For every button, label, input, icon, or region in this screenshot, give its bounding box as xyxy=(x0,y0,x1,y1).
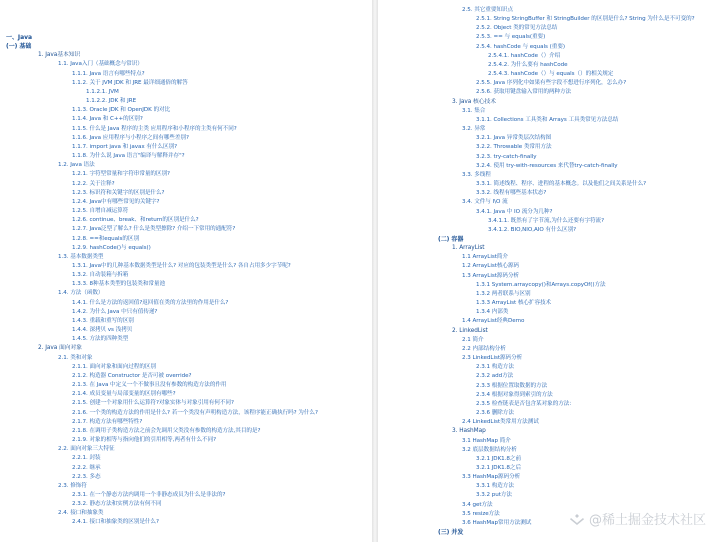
toc-entry[interactable]: 1.3.3. 8种基本类型的包装类和常量池 xyxy=(72,281,166,288)
toc-entry[interactable]: 2.3.4 根据对象得到索引的方法 xyxy=(476,391,553,398)
toc-entry[interactable]: 一、Java xyxy=(6,34,32,41)
toc-page-right xyxy=(378,0,720,542)
toc-entry[interactable]: 1.2.3. 标识符和关键字的区别是什么? xyxy=(72,189,165,196)
toc-entry[interactable]: 2.3.5 检查链表是否包含某对象的方法： xyxy=(476,400,575,407)
toc-entry[interactable]: 3. HashMap xyxy=(452,428,486,435)
toc-entry[interactable]: 3.3.2. 线程有哪些基本状态? xyxy=(476,190,547,197)
toc-entry[interactable]: 3.3.2 put方法 xyxy=(476,492,512,499)
toc-entry[interactable]: (二) 容器 xyxy=(438,236,464,243)
toc-entry[interactable]: 3.3.1. 简述线程、程序、进程的基本概念。以及他们之间关系是什么? xyxy=(476,181,647,188)
toc-entry[interactable]: 1.1.8. 为什么说 Java 语言"编译与解释并存"? xyxy=(72,153,185,160)
toc-entry[interactable]: 2.4.1. 接口和抽象类的区别是什么? xyxy=(72,519,159,526)
toc-entry[interactable]: 2.2.1. 封装 xyxy=(72,455,101,462)
toc-entry[interactable]: 3.2.1 JDK1.8之前 xyxy=(476,455,522,462)
toc-entry[interactable]: 2.3.3 根据位置取数据的方法 xyxy=(476,382,548,389)
toc-entry[interactable]: 2.5.2. Object 类的常见方法总结 xyxy=(476,25,558,32)
toc-entry[interactable]: 2.1.2. 构造器 Constructor 是否可被 override? xyxy=(72,372,192,379)
toc-entry[interactable]: 1.2.5. 自增自减运算符 xyxy=(72,208,129,215)
toc-entry[interactable]: 2.1 简介 xyxy=(462,336,484,343)
toc-entry[interactable]: 2.4. 接口和抽象类 xyxy=(58,510,104,517)
toc-entry[interactable]: 3.2 底层数据结构分析 xyxy=(462,446,517,453)
toc-entry[interactable]: 1.1.5. 什么是 Java 程序的主类 应用程序和小程序的主类有何不同? xyxy=(72,125,237,132)
toc-entry[interactable]: 3.1 HashMap 简介 xyxy=(462,437,511,444)
toc-entry[interactable]: 3.2.4. 使用 try-with-resources 来代替try-catch-finally xyxy=(476,162,618,169)
toc-entry[interactable]: 2.1.5. 创建一个对象用什么运算符?对象实体与对象引用有何不同? xyxy=(72,400,234,407)
toc-entry[interactable]: 2.5. 其它重要知识点 xyxy=(462,7,514,13)
toc-entry[interactable]: 1.4.4. 深拷贝 vs 浅拷贝 xyxy=(72,327,133,334)
toc-entry[interactable]: 1.1.1. Java 语言有哪些特点? xyxy=(72,70,145,77)
toc-entry[interactable]: 1.1.2.2. JDK 和 JRE xyxy=(86,98,137,105)
toc-entry[interactable]: 2.5.4.2. 为什么要有 hashCode xyxy=(488,61,568,68)
toc-entry[interactable]: 2.4 LinkedList类常用方法测试 xyxy=(462,419,539,426)
toc-entry[interactable]: 2.3.2. 静态方法和实例方法有何不同 xyxy=(72,501,162,508)
toc-entry[interactable]: 3.4. 文件与 I\O 流 xyxy=(462,199,508,206)
toc-entry[interactable]: 3.3.1 构造方法 xyxy=(476,483,514,490)
toc-entry[interactable]: 1.3. 基本数据类型 xyxy=(58,253,104,260)
toc-entry[interactable]: 1.2.6. continue、break、和return的区别是什么? xyxy=(72,217,199,224)
toc-entry[interactable]: 2.5.3. == 与 equals(重要) xyxy=(476,34,546,41)
toc-entry[interactable]: 2.1. 类和对象 xyxy=(58,354,93,361)
toc-entry[interactable]: 2.3.6 删除方法 xyxy=(476,410,514,417)
toc-entry[interactable]: 2.2. 面向对象三大特征 xyxy=(58,446,115,453)
watermark xyxy=(569,509,706,528)
toc-entry[interactable]: 3. Java 核心技术 xyxy=(452,98,497,105)
toc-entry[interactable]: 3.2.1. Java 异常类层次结构图 xyxy=(476,135,552,142)
toc-entry[interactable]: 3.3. 多线程 xyxy=(462,171,491,178)
toc-entry[interactable]: 1.3.4 内部类 xyxy=(476,309,509,316)
toc-entry[interactable]: 2.5.5. Java 序列化中如果有些字段不想进行序列化，怎么办? xyxy=(476,80,627,87)
toc-entry[interactable]: 2.3.2 add方法 xyxy=(476,373,514,380)
toc-entry[interactable]: 2.5.1. String StringBuffer 和 StringBuilder 的区别是什么? String 为什么是不可变的? xyxy=(476,16,695,23)
toc-entry[interactable]: 2.2.2. 继承 xyxy=(72,464,101,471)
toc-entry[interactable]: 1.3.3 ArrayList 核心扩容技术 xyxy=(476,300,552,307)
toc-entry[interactable]: 2.2 内部结构分析 xyxy=(462,345,506,352)
toc-entry[interactable]: 1.4.2. 为什么 Java 中只有值传递? xyxy=(72,308,158,315)
toc-entry[interactable]: 1.4. 方法（函数） xyxy=(58,290,104,297)
toc-entry[interactable]: 2.3 LinkedList源码分析 xyxy=(462,355,523,362)
toc-entry[interactable]: 1.1 ArrayList简介 xyxy=(462,254,508,261)
toc-entry[interactable]: 1.2.4. Java中有哪些常见的关键字? xyxy=(72,198,160,205)
toc-entry[interactable]: 3.2.3. try-catch-finally xyxy=(476,153,537,160)
toc-entry[interactable]: 1.2.7. Java泛型了解么? 什么是类型擦除? 介绍一下常用的通配符? xyxy=(72,226,236,233)
toc-entry[interactable]: 1.2.1. 字符型常量和字符串常量的区别? xyxy=(72,171,170,178)
toc-entry[interactable]: 2.3.1 构造方法 xyxy=(476,364,514,371)
toc-entry[interactable]: 1.2. Java 语法 xyxy=(58,162,95,169)
toc-entry[interactable]: 3.1. 集合 xyxy=(462,107,486,114)
toc-entry[interactable]: 1.4.3. 重载和重写的区别 xyxy=(72,317,134,324)
toc-entry[interactable]: 2. Java 面向对象 xyxy=(38,345,83,352)
toc-entry[interactable]: 3.5 resize方法 xyxy=(462,510,500,517)
toc-entry[interactable]: 1.1.2.1. JVM xyxy=(86,88,119,95)
toc-entry[interactable]: 3.4.1. Java 中 IO 流分为几种? xyxy=(476,208,553,215)
toc-entry[interactable]: 3.4.1.1. 既然有了字节流,为什么还要有字符流? xyxy=(488,217,605,224)
toc-entry[interactable]: 3.4 get方法 xyxy=(462,501,493,508)
toc-entry[interactable]: 1.3.2. 自动装箱与拆箱 xyxy=(72,272,129,279)
toc-entry[interactable]: 1.1.2. 关于 JVM JDK 和 JRE 最详细通俗的解答 xyxy=(72,79,188,86)
toc-entry[interactable]: 1.1.7. import java 和 javax 有什么区别? xyxy=(72,143,178,150)
toc-entry[interactable]: 2.5.4.3. hashCode（）与 equals（）的相关规定 xyxy=(488,71,614,78)
toc-entry[interactable]: 3.3 HashMap源码分析 xyxy=(462,474,521,481)
toc-entry[interactable]: 1.2.9. hashCode()与 equals() xyxy=(72,244,151,251)
toc-entry[interactable]: 1.2.8. ==和equals的区别 xyxy=(72,235,140,242)
toc-entry[interactable]: 2.2.3. 多态 xyxy=(72,473,101,480)
toc-entry[interactable]: 2.1.9. 对象的相等与指向他们的引用相等,两者有什么不同? xyxy=(72,437,217,444)
toc-entry[interactable]: 2.5.4. hashCode 与 equals (重要) xyxy=(476,43,566,50)
toc-entry[interactable]: 2.1.1. 面向对象和面向过程的区别 xyxy=(72,363,156,370)
toc-entry[interactable]: 2.1.6. 一个类的构造方法的作用是什么? 若一个类没有声明构造方法，该程序能正确执行吗? 为什么? xyxy=(72,409,318,416)
toc-entry[interactable]: (一) 基础 xyxy=(6,43,32,51)
toc-entry[interactable]: 1.1. Java入门（基础概念与常识） xyxy=(58,61,143,68)
toc-entry[interactable]: 2.1.4. 成员变量与局部变量的区别有哪些? xyxy=(72,391,176,398)
toc-entry[interactable]: 3.2.2. Throwable 类常用方法 xyxy=(476,144,552,151)
toc-entry[interactable]: 1.3.2 两者联系与区别 xyxy=(476,290,531,297)
toc-entry[interactable]: 1.4.5. 方法的四种类型 xyxy=(72,336,129,343)
toc-entry[interactable]: 1.2.2. 关于注释? xyxy=(72,180,115,187)
toc-entry[interactable]: 1.4 ArrayList经典Demo xyxy=(462,318,525,325)
toc-entry[interactable]: 2.5.6. 获取用键盘输入常用的两种方法 xyxy=(476,89,572,96)
toc-entry[interactable]: 1. Java基本知识 xyxy=(38,52,81,59)
toc-entry[interactable]: 3.2. 异常 xyxy=(462,126,486,133)
toc-entry[interactable]: 3.4.1.2. BIO,NIO,AIO 有什么区别? xyxy=(488,226,577,233)
toc-entry[interactable]: 1. ArrayList xyxy=(452,245,485,252)
juejin-logo-icon xyxy=(569,513,585,525)
toc-entry[interactable]: 2.5.4.1. hashCode（）介绍 xyxy=(488,52,561,59)
toc-entry[interactable]: 2.3.1. 在一个静态方法内调用一个非静态成员为什么是非法的? xyxy=(72,492,226,498)
toc-entry[interactable]: 1.2 ArrayList核心源码 xyxy=(462,263,520,270)
toc-entry[interactable]: 3.1.1. Collections 工具类和 Arrays 工具类常见方法总结 xyxy=(476,116,619,123)
toc-entry[interactable]: 2.1.3. 在 Java 中定义一个不做事且没有参数的构造方法的作用 xyxy=(72,382,227,389)
toc-entry[interactable]: 2.3. 修饰符 xyxy=(58,482,87,489)
toc-entry[interactable]: 1.3.1. Java中的几种基本数据类型是什么? 对应的包装类型是什么? 各自占用多少字节呢? xyxy=(72,263,291,269)
toc-entry[interactable]: 3.2.1 JDK1.8之后 xyxy=(476,465,522,471)
toc-entry[interactable]: 1.4.1. 什么是方法的返回值?返回值在类的方法里的作用是什么? xyxy=(72,299,229,306)
watermark-text: @稀土掘金技术社区 xyxy=(588,513,706,528)
toc-entry[interactable]: 2. LinkedList xyxy=(452,327,488,334)
toc-entry[interactable]: 2.1.8. 在调用子类构造方法之前会先调用父类没有参数的构造方法,其目的是? xyxy=(72,427,261,434)
toc-entry[interactable]: 1.1.3. Oracle JDK 和 OpenJDK 的对比 xyxy=(72,107,171,114)
toc-entry[interactable]: 1.1.4. Java 和 C++的区别? xyxy=(72,116,143,123)
toc-entry[interactable]: 1.3.1 System.arraycopy()和Arrays.copyOf()方法 xyxy=(476,281,606,288)
toc-entry[interactable]: 3.6 HashMap常用方法测试 xyxy=(462,519,532,526)
toc-entry[interactable]: 1.3 ArrayList源码分析 xyxy=(462,272,520,279)
toc-entry[interactable]: (三) 并发 xyxy=(438,529,464,537)
toc-entry[interactable]: 1.1.6. Java 应用程序与小程序之间有哪些差别? xyxy=(72,134,189,141)
toc-entry[interactable]: 2.1.7. 构造方法有哪些特性? xyxy=(72,418,143,425)
